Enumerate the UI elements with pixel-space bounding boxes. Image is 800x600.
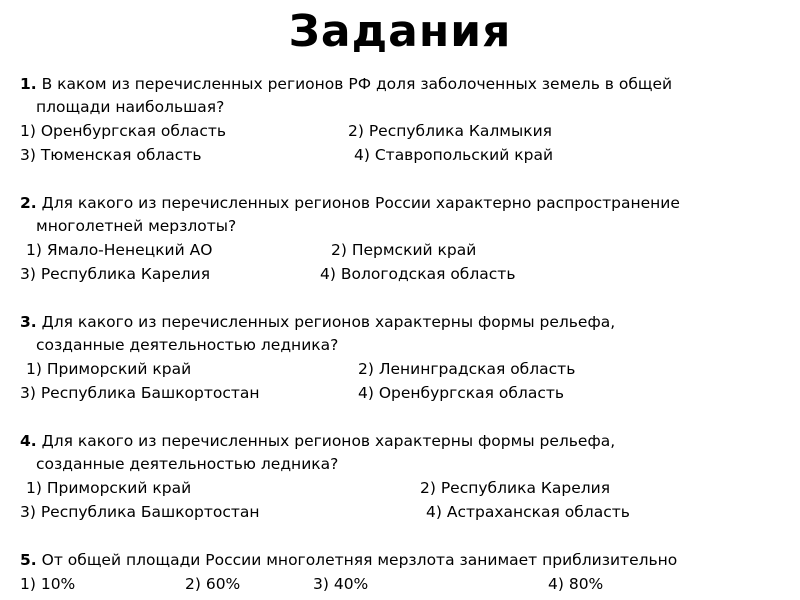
question-4-number: 4. bbox=[20, 432, 37, 450]
question-3-text-continued: созданные деятельностью ледника? bbox=[36, 336, 339, 354]
question-2-text-continued: многолетней мерзлоты? bbox=[36, 217, 237, 235]
question-5-text: От общей площади России многолетняя мерзлота занимает приблизительно bbox=[36, 551, 678, 569]
question-5-line-1 bbox=[20, 550, 677, 570]
question-3-option-3: 3) Республика Башкортостан bbox=[20, 384, 260, 402]
question-2-number: 2. bbox=[20, 194, 37, 212]
question-3-text: Для какого из перечисленных регионов характерны формы рельефа, bbox=[36, 313, 616, 331]
question-1-text: В каком из перечисленных регионов РФ доля заболоченных земель в общей bbox=[36, 75, 673, 93]
question-3-line-1 bbox=[20, 312, 615, 332]
question-1-line-1 bbox=[20, 74, 672, 94]
question-3-number: 3. bbox=[20, 313, 37, 331]
question-4-line-1 bbox=[20, 431, 615, 451]
question-2-option-4: 4) Вологодская область bbox=[320, 265, 516, 283]
question-4-text: Для какого из перечисленных регионов характерны формы рельефа, bbox=[36, 432, 616, 450]
question-2-option-3: 3) Республика Карелия bbox=[20, 265, 211, 283]
question-4-option-4: 4) Астраханская область bbox=[426, 503, 630, 521]
page-title: Задания bbox=[288, 6, 512, 57]
question-4-option-3: 3) Республика Башкортостан bbox=[20, 503, 260, 521]
question-5-number: 5. bbox=[20, 551, 37, 569]
question-3-option-2: 2) Ленинградская область bbox=[358, 360, 576, 378]
question-1-number: 1. bbox=[20, 75, 37, 93]
question-2-line-1 bbox=[20, 193, 680, 213]
question-1-text-continued: площади наибольшая? bbox=[36, 98, 225, 116]
question-2-text: Для какого из перечисленных регионов России характерно распространение bbox=[36, 194, 680, 212]
question-4-option-1: 1) Приморский край bbox=[26, 479, 192, 497]
question-4-text-continued: созданные деятельностью ледника? bbox=[36, 455, 339, 473]
question-1-option-3: 3) Тюменская область bbox=[20, 146, 202, 164]
question-3-option-1: 1) Приморский край bbox=[26, 360, 192, 378]
question-3-option-4: 4) Оренбургская область bbox=[358, 384, 565, 402]
question-5-option-2: 2) 60% bbox=[185, 575, 241, 593]
question-5-option-4: 4) 80% bbox=[548, 575, 604, 593]
question-1-option-4: 4) Ставропольский край bbox=[354, 146, 554, 164]
question-1-option-2: 2) Республика Калмыкия bbox=[348, 122, 552, 140]
question-2-option-1: 1) Ямало-Ненецкий АО bbox=[26, 241, 213, 259]
question-5-option-1: 1) 10% bbox=[20, 575, 76, 593]
question-4-option-2: 2) Республика Карелия bbox=[420, 479, 611, 497]
question-5-option-3: 3) 40% bbox=[313, 575, 369, 593]
question-1-option-1: 1) Оренбургская область bbox=[20, 122, 227, 140]
question-2-option-2: 2) Пермский край bbox=[331, 241, 477, 259]
